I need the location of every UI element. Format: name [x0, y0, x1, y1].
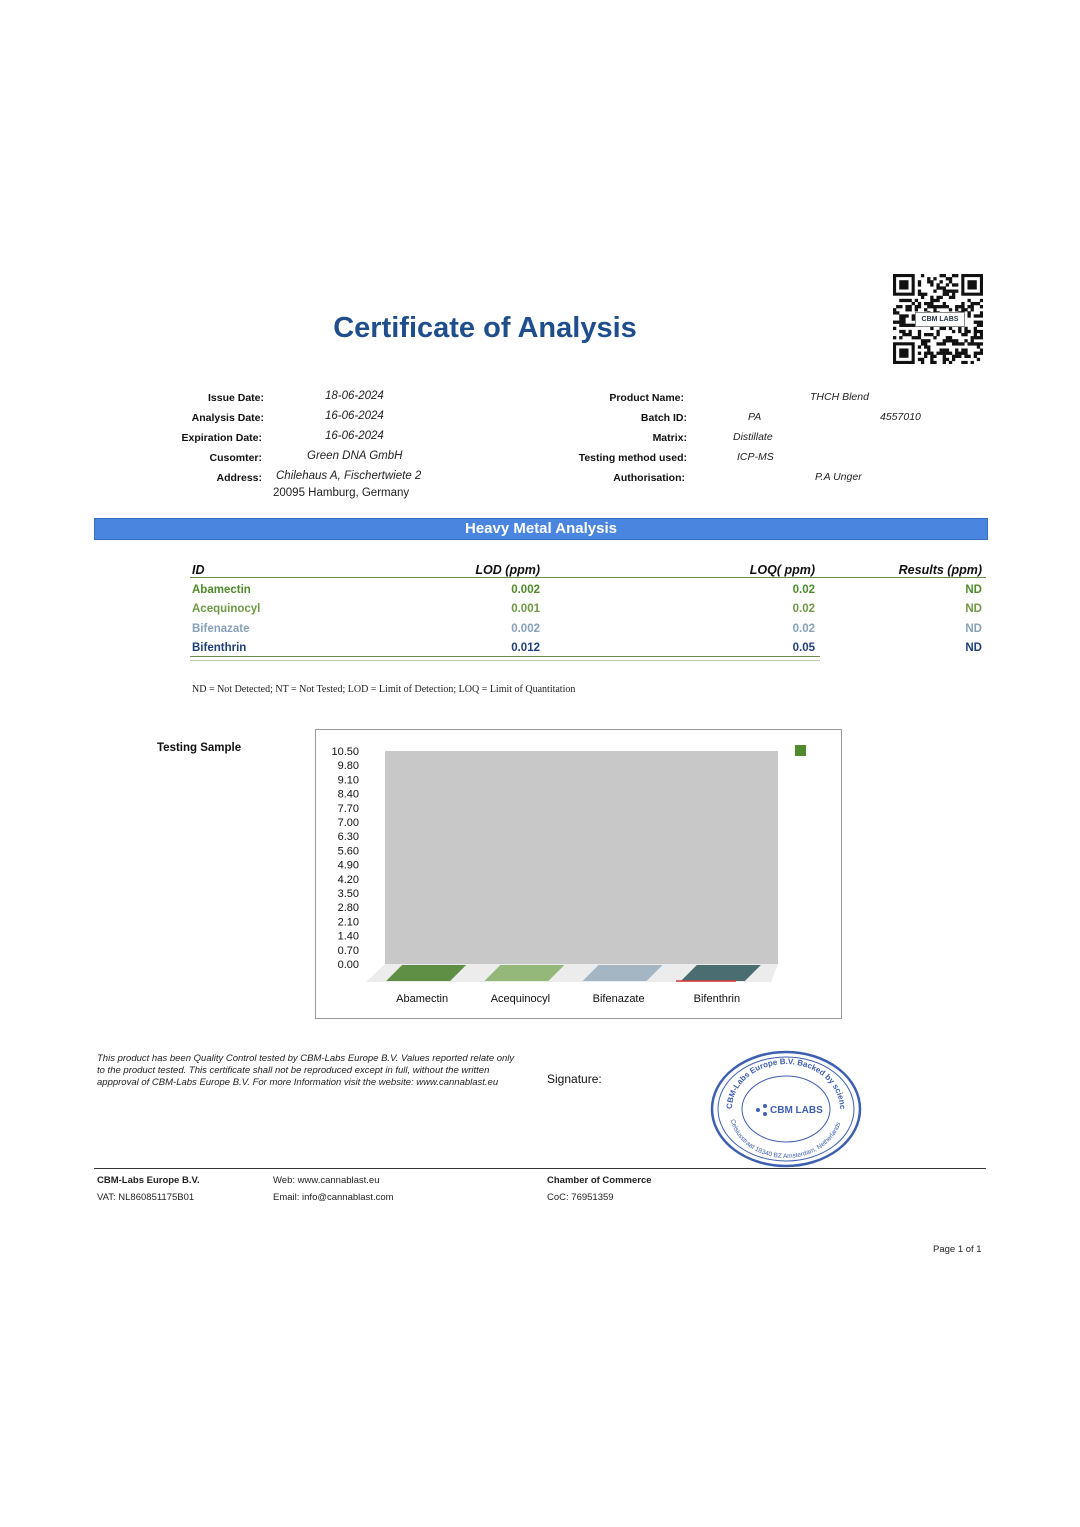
- table-note: ND = Not Detected; NT = Not Tested; LOD = Limit of Detection; LOQ = Limit of Quantitation: [192, 684, 576, 695]
- batch-id-number: 4557010: [880, 411, 921, 423]
- footer-web[interactable]: Web: www.cannablast.eu: [273, 1175, 380, 1186]
- table-cell-id: Bifenazate: [192, 623, 250, 635]
- analysis-date-value: 16-06-2024: [325, 410, 384, 422]
- y-tick-label: 0.00: [337, 959, 359, 971]
- y-tick-label: 5.60: [337, 845, 359, 858]
- y-tick-label: 6.30: [337, 831, 359, 844]
- x-tick-label: Bifenazate: [592, 993, 645, 1005]
- matrix-label: Matrix:: [652, 432, 687, 444]
- y-tick-label: 2.10: [337, 916, 359, 929]
- y-tick-label: 10.50: [331, 746, 359, 758]
- table-header-rule: [190, 577, 986, 578]
- table-cell-loq: 0.02: [792, 623, 815, 635]
- table-cell-result: ND: [965, 603, 982, 615]
- issue-date-label: Issue Date:: [207, 392, 264, 404]
- y-tick-label: 7.00: [337, 817, 359, 829]
- page-number: Page 1 of 1: [933, 1244, 982, 1255]
- page-title: Certificate of Analysis: [333, 312, 637, 344]
- signature-label: Signature:: [547, 1072, 602, 1086]
- table-cell-id: Acequinocyl: [192, 603, 261, 615]
- chart-label: Testing Sample: [157, 742, 242, 754]
- analysis-date-label: Analysis Date:: [191, 412, 264, 424]
- issue-date-value: 18-06-2024: [325, 390, 384, 402]
- footer-vat: VAT: NL860851175B01: [97, 1192, 195, 1203]
- y-tick-label: 0.70: [337, 944, 359, 957]
- disclaimer-text: This product has been Quality Control tested by CBM-Labs Europe B.V. Values reported relate only to the product tested. This certificate shall not be reproduced except in full, without the written appproval of CBM-Labs Europe B.V. For more Information visit the website: www.cannablast.eu: [97, 1053, 515, 1088]
- batch-id-prefix: PA: [748, 411, 762, 423]
- testing-method-label: Testing method used:: [578, 452, 687, 464]
- stamp-center-text: CBM LABS: [770, 1105, 823, 1116]
- expiration-date-label: Expiration Date:: [181, 432, 262, 444]
- table-cell-id: Bifenthrin: [192, 642, 247, 654]
- address-line2: 20095 Hamburg, Germany: [273, 487, 410, 499]
- product-name-label: Product Name:: [609, 392, 684, 404]
- customer-label: Cusomter:: [209, 452, 262, 464]
- table-cell-lod: 0.012: [511, 642, 540, 654]
- stamp-ring-text: CBM-Labs Europe B.V. Backed by scienc: [724, 1056, 848, 1110]
- table-header-results: Results (ppm): [898, 563, 982, 577]
- svg-text:Celsiusstraat 18340 BZ Amsterd: [729, 1119, 843, 1160]
- y-tick-label: 2.80: [337, 902, 359, 915]
- footer-rule: [94, 1168, 986, 1169]
- table-cell-lod: 0.001: [511, 603, 540, 615]
- svg-text:CBM-Labs Europe B.V. Backed by: [710, 1050, 847, 1110]
- customer-value: Green DNA GmbH: [307, 450, 403, 462]
- table-cell-lod: 0.002: [511, 623, 540, 635]
- expiration-date-value: 16-06-2024: [325, 430, 384, 442]
- table-header-id: ID: [192, 563, 205, 577]
- product-name-value: THCH Blend: [810, 391, 869, 403]
- authorisation-label: Authorisation:: [613, 472, 685, 484]
- table-cell-loq: 0.02: [792, 584, 815, 596]
- footer-coc: CoC: 76951359: [547, 1192, 614, 1203]
- matrix-value: Distillate: [733, 431, 773, 443]
- y-tick-label: 4.90: [337, 859, 359, 872]
- section-banner: Heavy Metal Analysis: [94, 518, 988, 540]
- batch-id-label: Batch ID:: [640, 412, 687, 424]
- chart-frame: [315, 729, 842, 1019]
- table-header-loq: LOQ( ppm): [749, 563, 815, 577]
- qr-logo: CBM LABS: [915, 312, 965, 327]
- table-cell-result: ND: [965, 584, 982, 596]
- table-cell-loq: 0.02: [792, 603, 815, 615]
- table-cell-lod: 0.002: [511, 584, 540, 596]
- table-bottom-rule: [190, 656, 820, 661]
- x-tick-label: Acequinocyl: [490, 993, 551, 1005]
- stamp-address-text: Celsiusstraat 18340 BZ Amsterdam, Netherlands: [728, 1118, 843, 1161]
- table-header-lod: LOD (ppm): [475, 563, 540, 577]
- lab-stamp: [710, 1050, 862, 1168]
- footer-chamber-label: Chamber of Commerce: [547, 1175, 652, 1186]
- y-tick-label: 9.80: [337, 760, 359, 773]
- x-tick-label: Abamectin: [396, 993, 449, 1005]
- table-cell-loq: 0.05: [792, 642, 815, 654]
- y-tick-label: 7.70: [337, 802, 359, 815]
- y-tick-label: 9.10: [337, 774, 359, 787]
- address-label: Address:: [216, 472, 262, 484]
- qr-code: [893, 274, 983, 364]
- chart-plot-area: [385, 751, 778, 964]
- legend-swatch: [795, 745, 806, 756]
- bar-chart: [316, 730, 841, 1018]
- y-tick-label: 4.20: [337, 873, 359, 886]
- y-tick-label: 1.40: [337, 930, 359, 943]
- authorisation-value: P.A Unger: [815, 471, 862, 483]
- table-cell-id: Abamectin: [192, 584, 251, 596]
- table-cell-result: ND: [965, 642, 982, 654]
- stamp-graphic: [710, 1050, 862, 1168]
- table-cell-result: ND: [965, 623, 982, 635]
- footer-company: CBM-Labs Europe B.V.: [97, 1175, 200, 1186]
- address-line1: Chilehaus A, Fischertwiete 2: [276, 470, 422, 482]
- testing-method-value: ICP-MS: [737, 451, 774, 463]
- x-tick-label: Bifenthrin: [693, 993, 741, 1005]
- footer-email[interactable]: Email: info@cannablast.com: [273, 1192, 394, 1203]
- y-tick-label: 3.50: [337, 888, 359, 900]
- molecule-icon: [756, 1108, 760, 1112]
- y-tick-label: 8.40: [337, 788, 359, 801]
